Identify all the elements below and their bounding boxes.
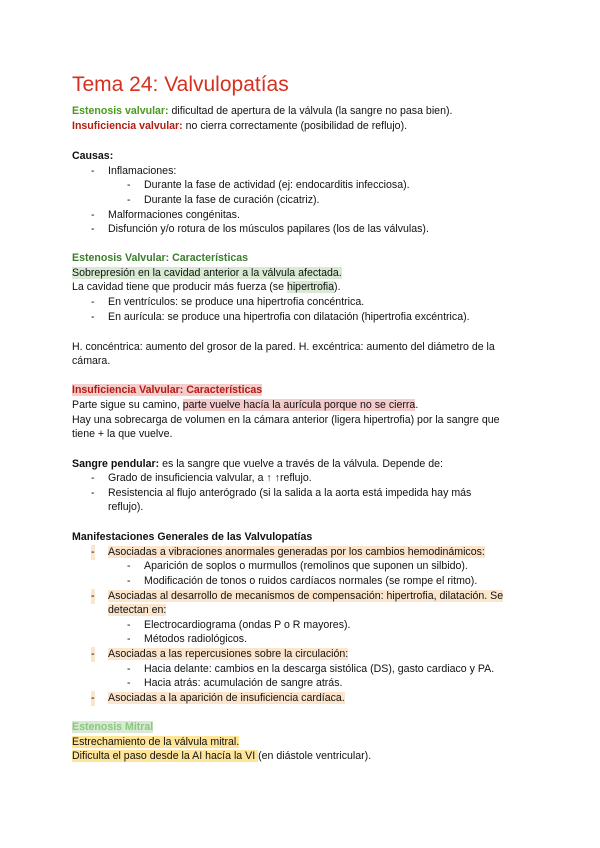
list-item: Disfunción y/o rotura de los músculos papilares (los de las válvulas). — [108, 223, 429, 235]
bullet-dash: - — [91, 296, 95, 308]
list-item: Modificación de tonos o ruidos cardíacos normales (se rompe el ritmo). — [144, 575, 478, 587]
insuficiencia-line: Parte sigue su camino, parte vuelve hacía la aurícula porque no se cierra. — [72, 399, 419, 411]
bullet-dash: - — [127, 619, 131, 631]
estenosis-label: Estenosis valvular: — [72, 105, 169, 117]
list-item: Métodos radiológicos. — [144, 633, 248, 645]
insuficiencia-label: Insuficiencia valvular: — [72, 120, 183, 132]
list-item: Electrocardiograma (ondas P o R mayores). — [144, 619, 351, 631]
bullet-dash: - — [127, 633, 131, 645]
list-item: Hacia atrás: acumulación de sangre atrás. — [144, 677, 343, 689]
list-item: Asociadas a las repercusiones sobre la circulación: — [108, 648, 349, 660]
list-item: Hacia delante: cambios en la descarga sistólica (DS), gasto cardiaco y PA. — [144, 663, 495, 675]
bullet-dash: - — [127, 677, 131, 689]
bullet-dash: - — [91, 311, 95, 323]
mitral-heading: Estenosis Mitral — [72, 721, 154, 733]
bullet-dash: - — [91, 487, 95, 499]
list-item: En ventrículos: se produce una hipertrofia concéntrica. — [108, 296, 365, 308]
mitral-line: Dificulta el paso desde la AI hacía la VI (en diástole ventricular). — [72, 750, 372, 762]
bullet-dash: - — [127, 194, 131, 206]
list-item-cont: detectan en: — [108, 604, 167, 616]
list-item: Asociadas a la aparición de insuficiencia cardíaca. — [108, 692, 345, 704]
page-title: Tema 24: Valvulopatías — [72, 73, 289, 96]
estenosis-note: cámara. — [72, 355, 111, 367]
list-item: Malformaciones congénitas. — [108, 209, 240, 221]
bullet-dash: - — [127, 575, 131, 587]
list-item: Grado de insuficiencia valvular, a ↑ ↑reflujo. — [108, 472, 312, 484]
mitral-line: Estrechamiento de la válvula mitral. — [72, 736, 240, 748]
estenosis-heading: Estenosis Valvular: Características — [72, 252, 249, 264]
list-item: Aparición de soplos o murmullos (remolinos que suponen un silbido). — [144, 560, 468, 572]
bullet-dash: - — [91, 165, 95, 177]
insuficiencia-line: tiene + la que vuelve. — [72, 428, 173, 440]
pendular-definition: Sangre pendular: es la sangre que vuelve a través de la válvula. Depende de: — [72, 458, 443, 470]
list-item-cont: reflujo). — [108, 501, 144, 513]
bullet-dash: - — [127, 179, 131, 191]
list-item: En aurícula: se produce una hipertrofia con dilatación (hipertrofia excéntrica). — [108, 311, 470, 323]
bullet-dash: - — [91, 692, 95, 704]
list-item: Asociadas al desarrollo de mecanismos de compensación: hipertrofia, dilatación. Se — [108, 590, 504, 602]
insuficiencia-definition: Insuficiencia valvular: no cierra correctamente (posibilidad de reflujo). — [72, 120, 408, 132]
estenosis-definition: Estenosis valvular: dificultad de apertura de la válvula (la sangre no pasa bien). — [72, 105, 453, 117]
list-item: Asociadas a vibraciones anormales generadas por los cambios hemodinámicos: — [108, 546, 485, 558]
list-item: Durante la fase de actividad (ej: endocarditis infecciosa). — [144, 179, 410, 191]
bullet-dash: - — [91, 590, 95, 602]
estenosis-line: Sobrepresión en la cavidad anterior a la válvula afectada. — [72, 267, 342, 279]
bullet-dash: - — [91, 209, 95, 221]
bullet-dash: - — [91, 223, 95, 235]
list-item: Inflamaciones: — [108, 165, 177, 177]
insuficiencia-heading: Insuficiencia Valvular: Características — [72, 384, 263, 396]
list-item: Durante la fase de curación (cicatriz). — [144, 194, 320, 206]
causas-heading: Causas: — [72, 150, 114, 162]
bullet-dash: - — [91, 472, 95, 484]
bullet-dash: - — [127, 560, 131, 572]
estenosis-note: H. concéntrica: aumento del grosor de la pared. H. excéntrica: aumento del diámetro de la — [72, 341, 495, 353]
bullet-dash: - — [127, 663, 131, 675]
list-item: Resistencia al flujo anterógrado (si la salida a la aorta está impedida hay más — [108, 487, 472, 499]
insuficiencia-line: Hay una sobrecarga de volumen en la cámara anterior (ligera hipertrofia) por la sangre que — [72, 414, 500, 426]
bullet-dash: - — [91, 648, 95, 660]
manifestaciones-heading: Manifestaciones Generales de las Valvulopatías — [72, 531, 313, 543]
estenosis-line: La cavidad tiene que producir más fuerza (se hipertrofia). — [72, 281, 341, 293]
bullet-dash: - — [91, 546, 95, 558]
